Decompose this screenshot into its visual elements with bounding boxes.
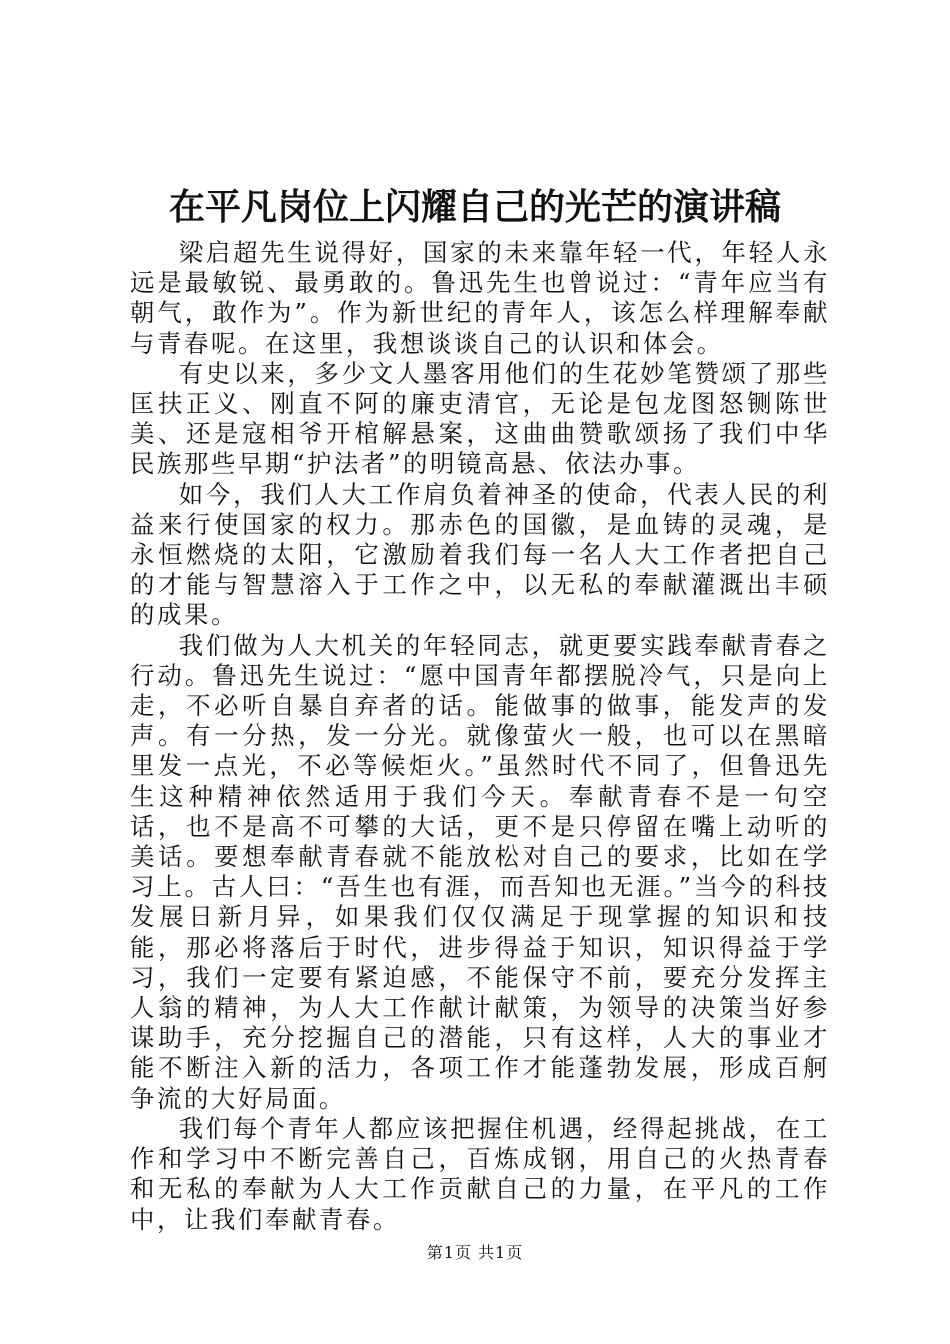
paragraph-2: 有史以来，多少文人墨客用他们的生花妙笔赞颂了那些匡扶正义、刚直不阿的廉吏清官，无论是包龙图怒铡陈世美、还是寇相爷开棺解悬案，这曲曲赞歌颂扬了我们中华民族那些早期“护法者”的明镜高悬、依法办事。 <box>130 358 830 479</box>
paragraph-5: 我们每个青年人都应该把握住机遇，经得起挑战，在工作和学习中不断完善自己，百炼成钢，用自己的火热青春和无私的奉献为人大工作贡献自己的力量，在平凡的工作中，让我们奉献青春。 <box>130 1113 830 1234</box>
document-body <box>130 238 830 1235</box>
paragraph-4: 我们做为人大机关的年轻同志，就更要实践奉献青春之行动。鲁迅先生说过：“愿中国青年都摆脱冷气，只是向上走，不必听自暴自弃者的话。能做事的做事，能发声的发声。有一分热，发一分光。就像萤火一般，也可以在黑暗里发一点光，不必等候炬火。”虽然时代不同了，但鲁迅先生这种精神依然适用于我们今天。奉献青春不是一句空话，也不是高不可攀的大话，更不是只停留在嘴上动听的美话。要想奉献青春就不能放松对自己的要求，比如在学习上。古人曰：“吾生也有涯，而吾知也无涯。”当今的科技发展日新月异，如果我们仅仅满足于现掌握的知识和技能，那必将落后于时代，进步得益于知识，知识得益于学习，我们一定要有紧迫感，不能保守不前，要充分发挥主人翁的精神，为人大工作献计献策，为领导的决策当好参谋助手，充分挖掘自己的潜能，只有这样，人大的事业才能不断注入新的活力，各项工作才能蓬勃发展，形成百舸争流的大好局面。 <box>130 630 830 1113</box>
paragraph-1: 梁启超先生说得好，国家的未来靠年轻一代，年轻人永远是最敏锐、最勇敢的。鲁迅先生也曾说过：“青年应当有朝气，敢作为”。作为新世纪的青年人，该怎么样理解奉献与青春呢。在这里，我想谈谈自己的认识和体会。 <box>130 238 830 358</box>
document-title: 在平凡岗位上闪耀自己的光芒的演讲稿 <box>168 186 781 228</box>
paragraph-3: 如今，我们人大工作肩负着神圣的使命，代表人民的利益来行使国家的权力。那赤色的国徽，是血铸的灵魂，是永恒燃烧的太阳，它激励着我们每一名人大工作者把自己的才能与智慧溶入于工作之中，以无私的奉献灌溉出丰硕的成果。 <box>130 479 830 630</box>
page-footer: 第1页 共1页 <box>426 1243 524 1262</box>
